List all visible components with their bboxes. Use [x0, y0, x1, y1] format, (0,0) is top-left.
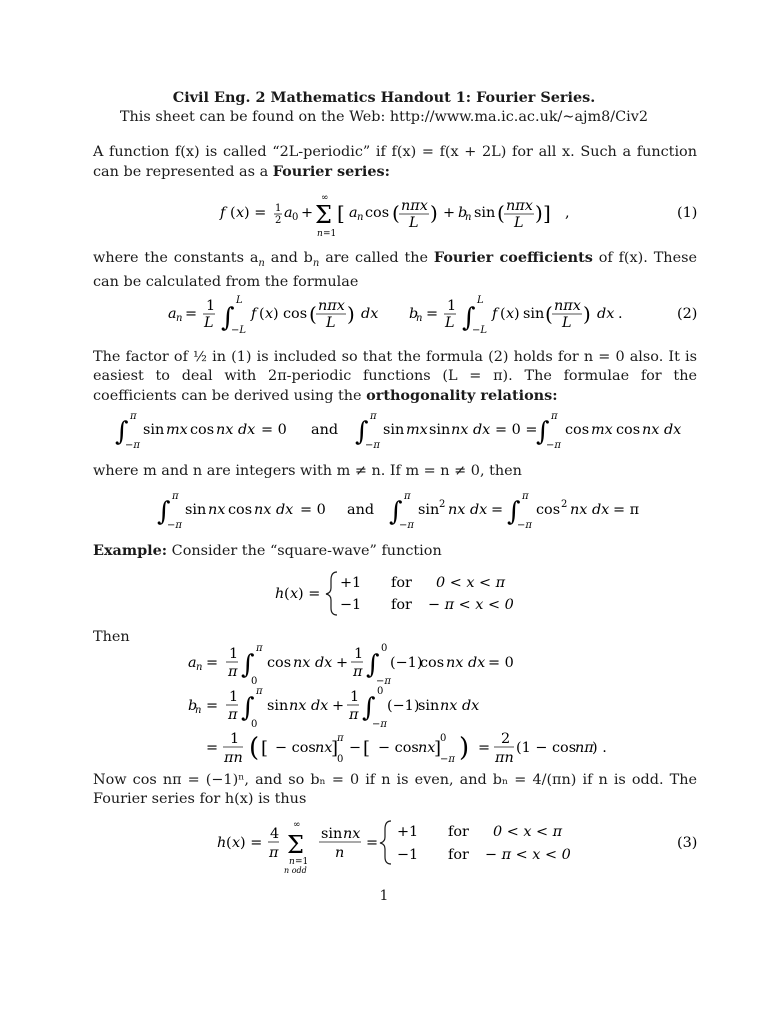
svg-text:+: +	[301, 205, 314, 221]
svg-text:1: 1	[229, 646, 239, 662]
document-title: Civil Eng. 2 Mathematics Handout 1: Fourier Series.	[172, 89, 596, 106]
svg-text:b: b	[188, 698, 198, 714]
svg-text:cos: cos	[267, 655, 292, 671]
coef-bold: Fourier coefficients	[433, 249, 593, 266]
svg-text:+: +	[332, 698, 345, 714]
svg-text:sin: sin	[267, 698, 289, 714]
svg-text:∫: ∫	[355, 417, 369, 447]
svg-text:0: 0	[337, 754, 344, 765]
coef-sub-a: n	[258, 257, 265, 269]
svg-text:mx: mx	[591, 422, 613, 438]
svg-text:n: n	[335, 845, 345, 861]
coef-text-3: are called the	[319, 250, 434, 266]
svg-text:nπx: nπx	[554, 298, 581, 314]
eq3-plus-one: +1	[397, 824, 419, 840]
svg-text:(: (	[497, 201, 505, 225]
svg-text:0: 0	[381, 643, 388, 654]
svg-text:(−1): (−1)	[390, 655, 423, 671]
svg-text:sin: sin	[383, 422, 405, 438]
equation-3-number: (3)	[677, 835, 698, 851]
svg-text:π: π	[256, 643, 263, 654]
svg-text:πn: πn	[495, 750, 514, 766]
svg-text:L: L	[236, 295, 243, 306]
factor-text: The factor of ½ in (1) is included so that the formula (2) holds for n = 0 also. It is easiest to deal with 2π-periodic functions (L = π). The formulae for the coefficients can be derived using the	[93, 349, 697, 404]
svg-text:−: −	[349, 740, 362, 756]
svg-text:a: a	[188, 655, 197, 671]
svg-text:∫: ∫	[157, 497, 171, 527]
svg-text:∫: ∫	[221, 303, 235, 333]
and-label-2: and	[347, 502, 375, 518]
svg-text:nx dx: nx dx	[293, 655, 333, 671]
svg-text:) .: ) .	[592, 740, 607, 756]
example-label: Example:	[93, 542, 168, 559]
plus-one: +1	[340, 575, 362, 591]
svg-text:(1 − cos: (1 − cos	[516, 740, 577, 756]
svg-text:nx: nx	[315, 740, 333, 756]
svg-text:sin: sin	[474, 205, 496, 221]
svg-text:x: x	[290, 586, 299, 602]
svg-text:nx dx: nx dx	[448, 502, 488, 518]
svg-text:(−1): (−1)	[387, 698, 420, 714]
svg-text:(: (	[226, 835, 232, 851]
svg-text:nπx: nπx	[506, 198, 533, 214]
eq3-for-a: for	[448, 824, 469, 840]
intro-bold: Fourier series:	[272, 163, 390, 180]
svg-text:nx dx: nx dx	[254, 502, 294, 518]
equation-2-number: (2)	[677, 306, 698, 322]
svg-text:1: 1	[206, 298, 216, 314]
svg-text:sin: sin	[185, 502, 207, 518]
factor-bold: orthogonality relations:	[366, 387, 558, 404]
equation-1-number: (1)	[677, 205, 698, 221]
svg-text:∞: ∞	[321, 193, 329, 203]
svg-text:L: L	[204, 315, 214, 331]
svg-text:): )	[459, 733, 470, 763]
eq3-range-positive: 0 < x < π	[493, 824, 563, 840]
svg-text:nx dx: nx dx	[451, 422, 491, 438]
svg-text:x: x	[265, 306, 274, 322]
svg-text:f: f	[220, 205, 226, 221]
svg-text:π: π	[228, 707, 238, 723]
svg-text:π: π	[269, 845, 279, 861]
svg-text:∫: ∫	[366, 650, 380, 680]
svg-text:x: x	[232, 835, 241, 851]
svg-text:= 0: = 0	[300, 502, 326, 518]
coefficients-paragraph	[93, 248, 697, 292]
svg-text:=: =	[491, 502, 504, 518]
svg-text:mx: mx	[406, 422, 428, 438]
svg-text:]: ]	[434, 738, 442, 759]
svg-text:π: π	[353, 664, 363, 680]
svg-text:1: 1	[275, 203, 282, 214]
svg-text:−π: −π	[517, 520, 532, 531]
svg-text:nx dx: nx dx	[216, 422, 256, 438]
svg-text:n: n	[176, 313, 183, 324]
svg-text:(: (	[392, 201, 400, 225]
factor-paragraph	[93, 348, 697, 406]
svg-text:=: =	[206, 698, 219, 714]
square-wave-definition	[93, 568, 703, 618]
svg-text:nx dx: nx dx	[642, 422, 682, 438]
and-label-1: and	[311, 422, 339, 438]
then-label: Then	[93, 629, 130, 645]
svg-text:=: =	[366, 835, 379, 851]
svg-text:−π: −π	[365, 440, 380, 451]
svg-text:nx: nx	[418, 740, 436, 756]
svg-text:[: [	[337, 201, 345, 225]
svg-text:− cos: − cos	[275, 740, 316, 756]
page-number: 1	[379, 888, 389, 904]
svg-text:π: π	[172, 491, 179, 502]
svg-text:π: π	[370, 411, 377, 422]
eq3-for-b: for	[448, 847, 469, 863]
svg-text:−π: −π	[372, 719, 387, 730]
svg-text:L: L	[326, 315, 336, 331]
svg-text:0: 0	[440, 733, 447, 744]
svg-text:2: 2	[561, 499, 568, 510]
document-subtitle: This sheet can be found on the Web: http://www.ma.ic.ac.uk/∼ajm8/Civ2	[119, 109, 649, 125]
svg-text:∫: ∫	[507, 497, 521, 527]
minus-one: −1	[340, 597, 362, 613]
svg-text:x: x	[506, 306, 515, 322]
svg-text:cos: cos	[616, 422, 641, 438]
svg-text:0: 0	[251, 719, 258, 730]
svg-text:∫: ∫	[241, 693, 255, 723]
svg-text:): )	[430, 201, 438, 225]
svg-text:n odd: n odd	[284, 866, 307, 875]
svg-text:−π: −π	[546, 440, 561, 451]
svg-text:=1: =1	[295, 857, 309, 867]
svg-text:h: h	[275, 586, 285, 602]
svg-text:(: (	[309, 302, 317, 326]
svg-text:πn: πn	[224, 750, 243, 766]
svg-text:nx dx: nx dx	[570, 502, 610, 518]
svg-text:a: a	[284, 205, 293, 221]
svg-text:1: 1	[447, 298, 457, 314]
coefficient-computation	[93, 640, 703, 780]
svg-text:Σ: Σ	[287, 831, 304, 859]
equation-3	[93, 815, 703, 877]
svg-text:nx dx: nx dx	[440, 698, 480, 714]
orthogonality-row-2	[93, 490, 703, 534]
svg-text:∫: ∫	[241, 650, 255, 680]
coef-sub-b: n	[312, 257, 320, 269]
svg-text:(: (	[500, 306, 506, 322]
svg-text:): )	[514, 306, 520, 322]
svg-text:L: L	[562, 315, 572, 331]
svg-text:h: h	[217, 835, 227, 851]
svg-text:sin: sin	[143, 422, 165, 438]
svg-text:1: 1	[354, 646, 364, 662]
svg-text:nx dx: nx dx	[289, 698, 329, 714]
svg-text:=: =	[478, 740, 491, 756]
svg-text:(: (	[259, 306, 265, 322]
svg-text:=: =	[206, 655, 219, 671]
svg-text:(: (	[230, 205, 236, 221]
svg-text:n: n	[465, 212, 472, 223]
coef-text-1: where the constants a	[93, 250, 259, 266]
svg-text:nπ: nπ	[575, 740, 594, 756]
svg-text:) =: ) =	[298, 586, 321, 602]
svg-text:∫: ∫	[462, 303, 476, 333]
range-negative: − π < x < 0	[428, 597, 514, 613]
svg-text:=: =	[426, 306, 439, 322]
svg-text:b: b	[458, 205, 468, 221]
equation-2	[93, 292, 703, 338]
svg-text:=: =	[206, 740, 219, 756]
svg-text:nπx: nπx	[318, 298, 345, 314]
svg-text:cos: cos	[228, 502, 253, 518]
svg-text:∞: ∞	[293, 820, 301, 830]
coef-text-2: and b	[264, 250, 313, 266]
svg-text:n: n	[317, 229, 323, 238]
svg-text:1: 1	[230, 731, 240, 747]
svg-text:n: n	[357, 212, 364, 223]
svg-text:nπx: nπx	[401, 198, 428, 214]
svg-text:nx: nx	[208, 502, 226, 518]
svg-text:π: π	[256, 686, 263, 697]
svg-text:∫: ∫	[362, 693, 376, 723]
svg-text:L: L	[477, 295, 484, 306]
svg-text:a: a	[168, 306, 177, 322]
svg-text:−π: −π	[399, 520, 414, 531]
svg-text:cos: cos	[190, 422, 215, 438]
svg-text:): )	[583, 302, 591, 326]
svg-text:π: π	[522, 491, 529, 502]
svg-text:2: 2	[501, 731, 511, 747]
example-paragraph	[93, 541, 697, 561]
svg-text:= 0: = 0	[261, 422, 287, 438]
eq3-range-negative: − π < x < 0	[485, 847, 571, 863]
svg-text:Σ: Σ	[315, 201, 332, 229]
svg-text:2: 2	[439, 499, 446, 510]
svg-text:π: π	[404, 491, 411, 502]
svg-text:= 0 =: = 0 =	[495, 422, 538, 438]
svg-text:cos: cos	[365, 205, 390, 221]
svg-text:∫: ∫	[389, 497, 403, 527]
orthogonality-row-1	[93, 410, 703, 454]
svg-text:π: π	[349, 707, 359, 723]
svg-text:2: 2	[275, 215, 282, 226]
svg-text:(: (	[284, 586, 290, 602]
equation-1	[93, 190, 703, 238]
svg-text:L: L	[445, 315, 455, 331]
coef-text-4: of f(x). These can be calculated from the formulae	[93, 250, 697, 290]
svg-text:): )	[535, 201, 543, 225]
example-text: Consider the “square-wave” function	[167, 543, 442, 559]
svg-text:−π: −π	[376, 676, 391, 687]
svg-text:−L: −L	[472, 325, 488, 336]
svg-text:): )	[273, 306, 279, 322]
svg-text:]: ]	[543, 201, 551, 225]
svg-text:L: L	[409, 215, 419, 231]
svg-text:−π: −π	[440, 754, 455, 765]
svg-text:1: 1	[350, 689, 360, 705]
where-mn-paragraph: where m and n are integers with m ≠ n. If m = n ≠ 0, then	[93, 463, 522, 479]
svg-text:∫: ∫	[115, 417, 129, 447]
svg-text:cos: cos	[565, 422, 590, 438]
svg-text:n: n	[195, 705, 202, 716]
svg-text:=1: =1	[323, 229, 337, 238]
svg-text:cos: cos	[283, 306, 308, 322]
svg-text:cos: cos	[536, 502, 561, 518]
svg-text:cos: cos	[420, 655, 445, 671]
svg-text:a: a	[349, 205, 358, 221]
svg-text:=: =	[185, 306, 198, 322]
svg-text:f: f	[251, 306, 257, 322]
svg-text:−π: −π	[167, 520, 182, 531]
svg-text:mx: mx	[166, 422, 188, 438]
for-label-a: for	[391, 575, 412, 591]
svg-text:0: 0	[377, 686, 384, 697]
svg-text:= 0: = 0	[488, 655, 514, 671]
svg-text:π: π	[130, 411, 137, 422]
intro-text: A function f(x) is called “2L-periodic” if f(x) = f(x + 2L) for all x. Such a function can be represented as a	[93, 144, 697, 180]
svg-text:.: .	[618, 306, 623, 322]
svg-text:sin: sin	[418, 502, 440, 518]
svg-text:1: 1	[229, 689, 239, 705]
svg-text:∫: ∫	[536, 417, 550, 447]
svg-text:dx: dx	[361, 306, 379, 322]
svg-text:+: +	[443, 205, 456, 221]
svg-text:π: π	[337, 733, 344, 744]
svg-text:f: f	[492, 306, 498, 322]
svg-text:− cos: − cos	[378, 740, 419, 756]
svg-text:x: x	[236, 205, 245, 221]
svg-text:[: [	[363, 738, 371, 759]
svg-text:): )	[347, 302, 355, 326]
svg-text:sin: sin	[429, 422, 451, 438]
svg-text:nx dx: nx dx	[446, 655, 486, 671]
svg-text:L: L	[514, 215, 524, 231]
svg-text:nx: nx	[343, 826, 361, 842]
svg-text:0: 0	[292, 212, 299, 223]
svg-text:−π: −π	[125, 440, 140, 451]
svg-text:(: (	[545, 302, 553, 326]
svg-text:sin: sin	[321, 826, 343, 842]
svg-text:dx: dx	[597, 306, 615, 322]
svg-text:+: +	[336, 655, 349, 671]
svg-text:π: π	[551, 411, 558, 422]
svg-text:[: [	[261, 738, 269, 759]
svg-text:= π: = π	[613, 502, 640, 518]
svg-text:sin: sin	[418, 698, 440, 714]
svg-text:−L: −L	[231, 325, 247, 336]
for-label-b: for	[391, 597, 412, 613]
range-positive: 0 < x < π	[436, 575, 506, 591]
svg-text:b: b	[409, 306, 419, 322]
svg-text:]: ]	[331, 738, 339, 759]
svg-text:(: (	[249, 733, 260, 763]
svg-text:4: 4	[270, 826, 280, 842]
svg-text:) =: ) =	[240, 835, 263, 851]
svg-text:n: n	[196, 662, 203, 673]
svg-text:0: 0	[251, 676, 258, 687]
now-paragraph: Now cos nπ = (−1)ⁿ, and so bₙ = 0 if n is even, and bₙ = 4/(πn) if n is odd. The Fourier series for h(x) is thus	[93, 772, 697, 807]
svg-text:n: n	[289, 857, 295, 867]
svg-text:π: π	[228, 664, 238, 680]
svg-text:n: n	[416, 313, 423, 324]
svg-text:,: ,	[565, 205, 570, 221]
eq3-minus-one: −1	[397, 847, 419, 863]
svg-text:sin: sin	[523, 306, 545, 322]
svg-text:) =: ) =	[244, 205, 267, 221]
intro-paragraph	[93, 143, 697, 182]
